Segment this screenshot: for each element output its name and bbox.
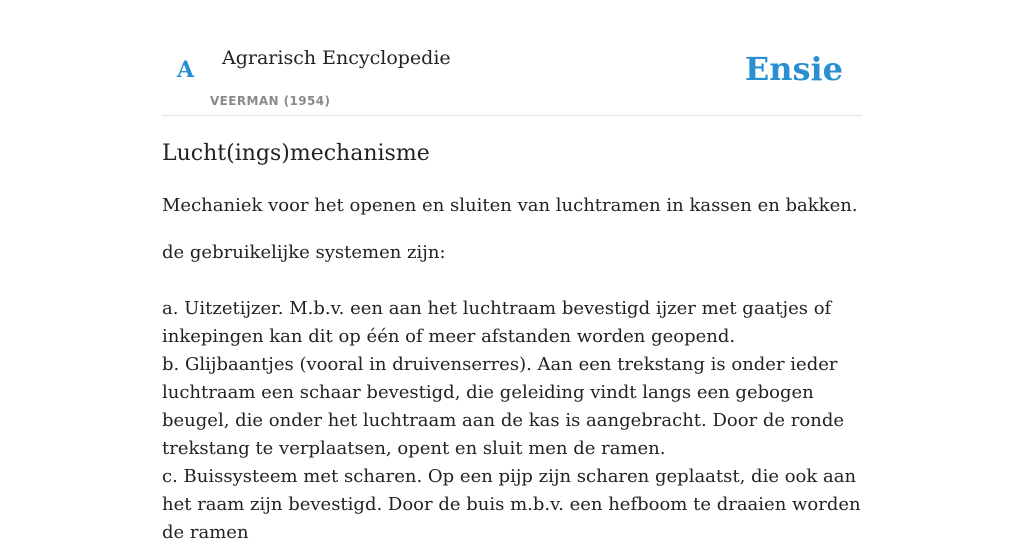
encyclopedia-subtitle: VEERMAN (1954) — [210, 94, 331, 108]
encyclopedia-title[interactable]: Agrarisch Encyclopedie — [222, 47, 451, 69]
encyclopedia-letter-icon: A — [177, 57, 195, 83]
article-lead: Mechaniek voor het openen en sluiten van luchtramen in kassen en bakken. — [162, 195, 858, 216]
article-item: c. Buissysteem met scharen. Op een pijp zijn scharen geplaatst, die ook aan het raam zijn bevestigd. Door de buis m.b.v. een hefboom te draaien worden de ramen — [162, 466, 861, 543]
article — [162, 138, 862, 547]
article-title: Lucht(ings)mechanisme — [162, 141, 430, 166]
article-item: b. Glijbaantjes (vooral in druivenserres). Aan een trekstang is onder ieder luchtraam een schaar bevestigd, die geleiding vindt langs een gebogen beugel, die onder het luchtraam aan de kas is aangebracht. Door de ronde trekstang te verplaatsen, opent en sluit men de ramen. — [162, 354, 845, 459]
site-header — [162, 0, 862, 116]
ensie-logo-link[interactable]: Ensie — [744, 50, 843, 88]
article-item: a. Uitzetijzer. M.b.v. een aan het luchtraam bevestigd ijzer met gaatjes of inkepingen kan dit op één of meer afstanden worden geopend. — [162, 298, 832, 347]
article-intro: de gebruikelijke systemen zijn: — [162, 242, 446, 263]
article-items — [162, 295, 862, 547]
